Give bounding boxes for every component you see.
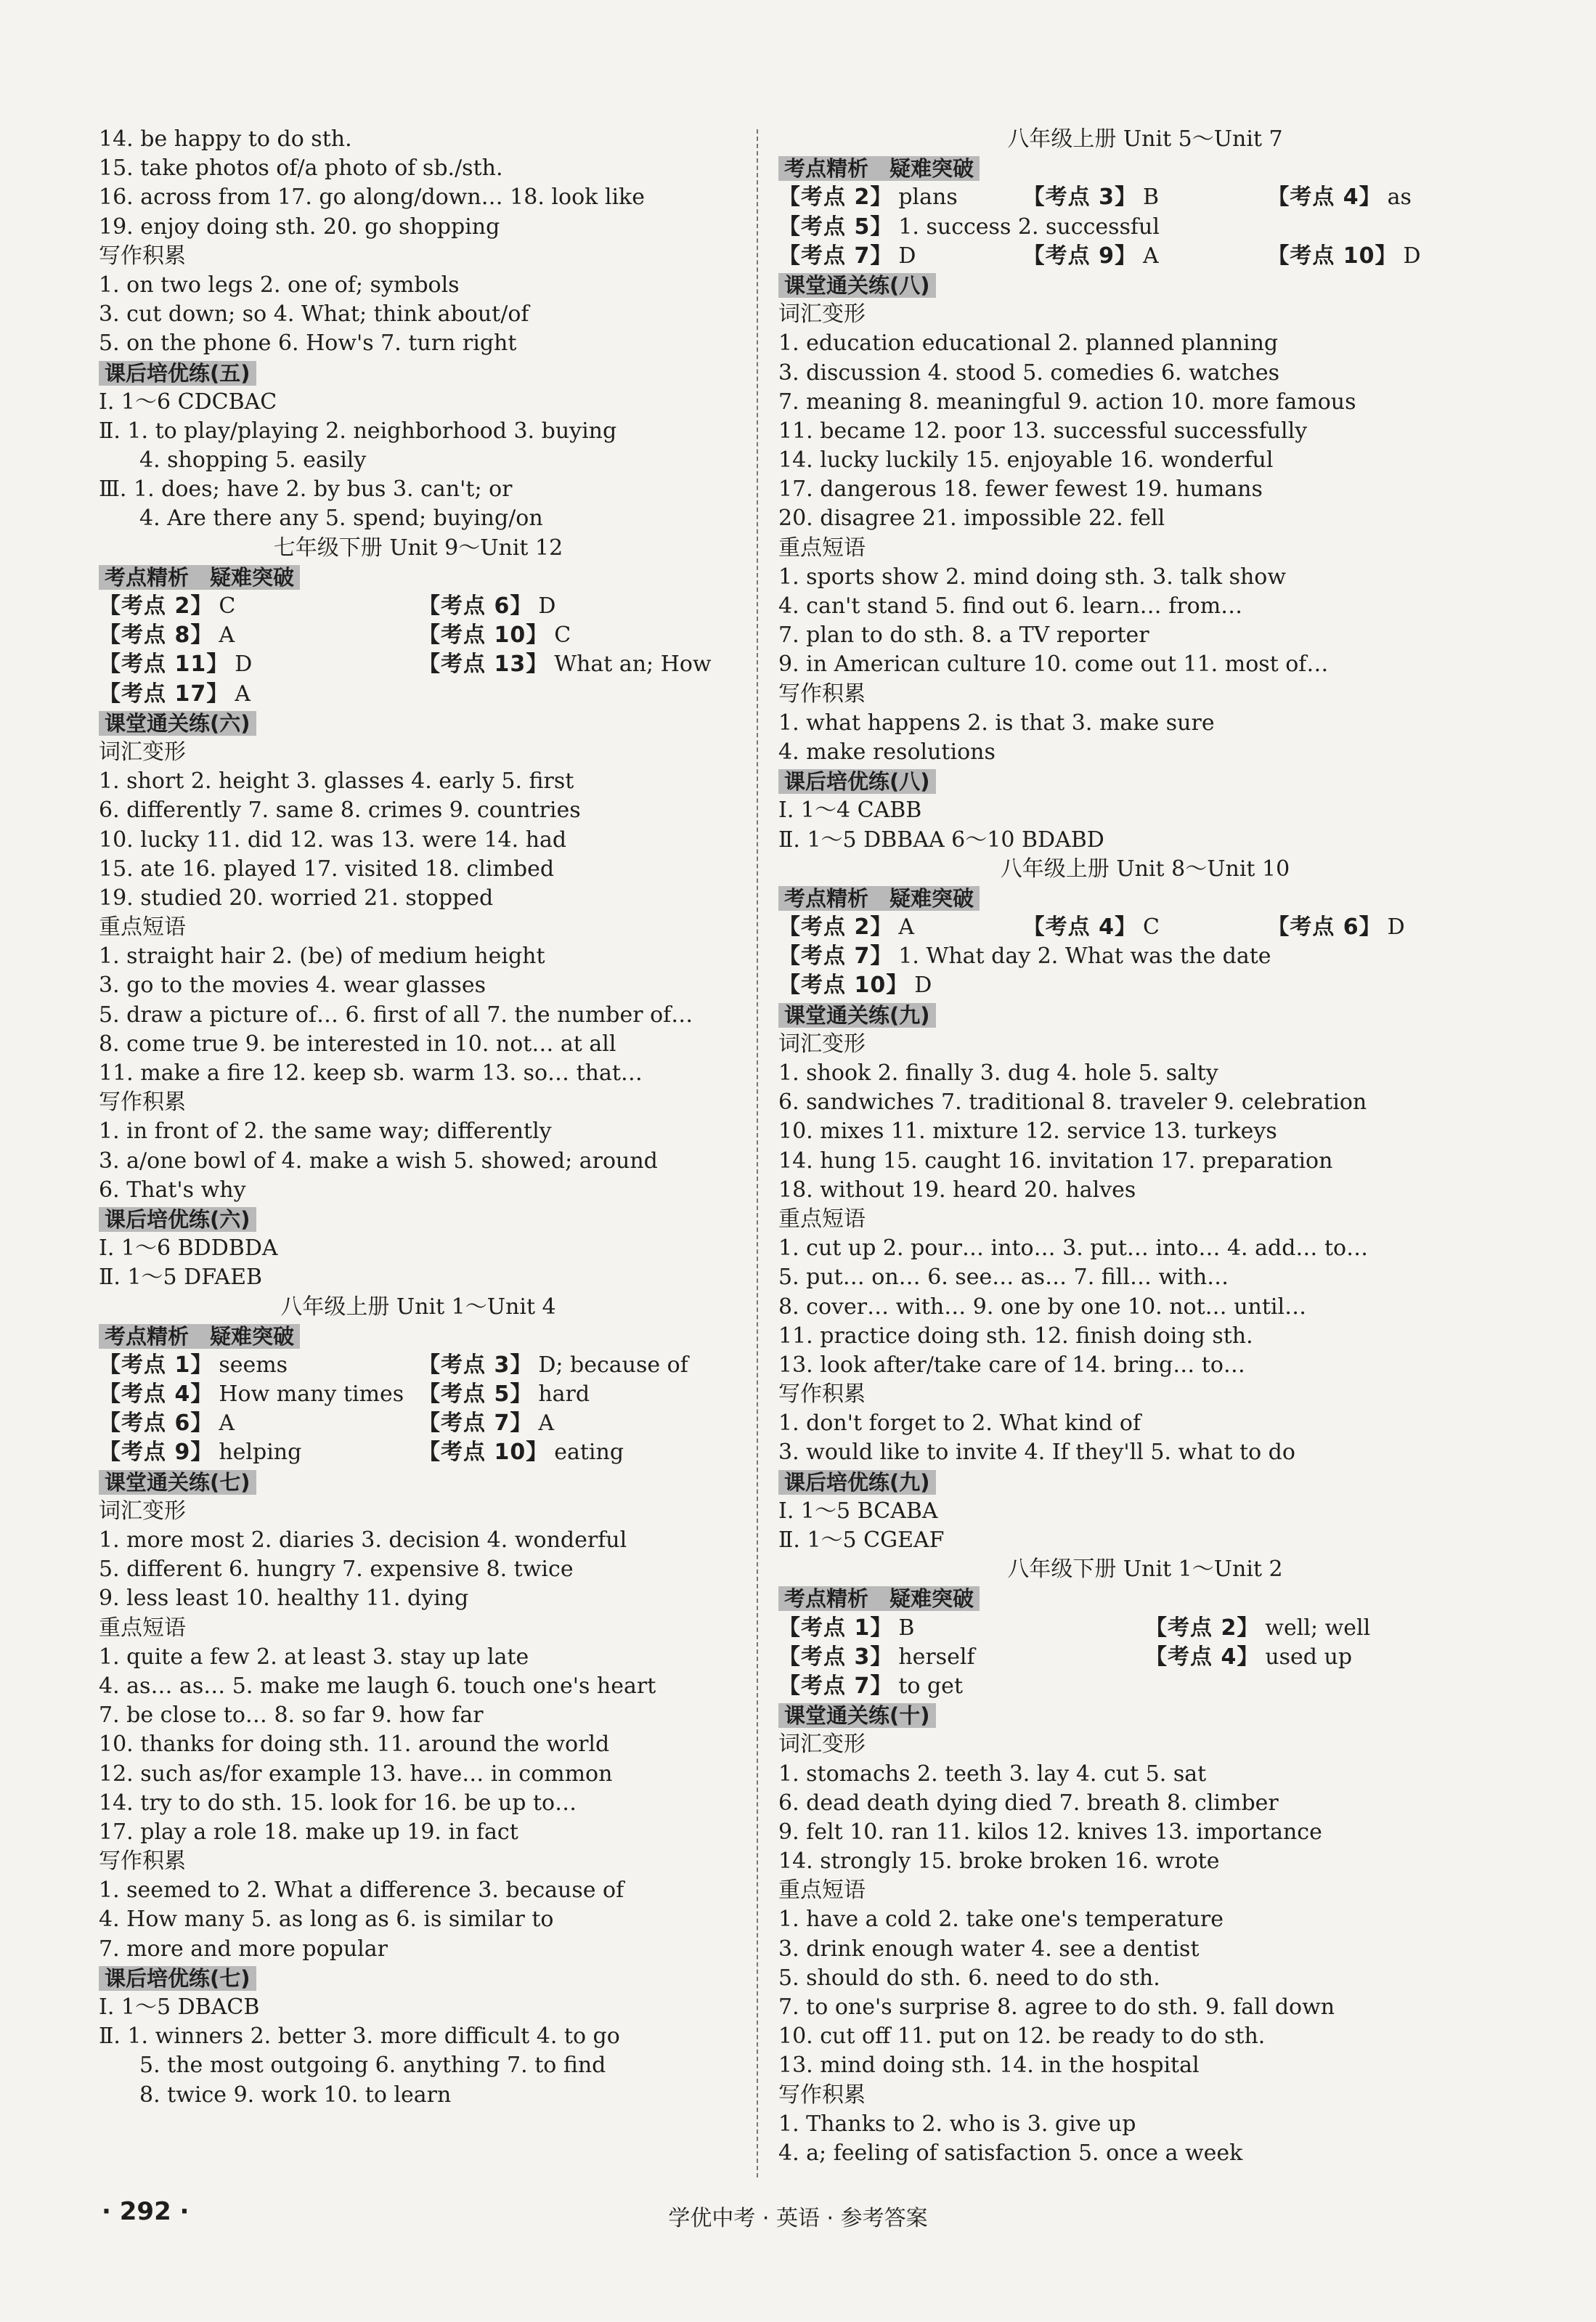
answer-line: 8. come true 9. be interested in 10. not… at all	[99, 1031, 616, 1057]
section-bar: 课堂通关练(七)	[99, 1468, 738, 1497]
answer-line: 7. be close to… 8. so far 9. how far	[99, 1702, 484, 1729]
answer-line: 5. should do sth. 6. need to do sth.	[778, 1965, 1160, 1991]
answer-line: 4. Are there any 5. spend; buying/on	[139, 506, 543, 532]
section-heading: 词汇变形	[99, 739, 186, 765]
unit-title: 七年级下册 Unit 9～Unit 12	[273, 535, 563, 561]
answer-line: Ⅰ. 1～6 CDCBAC	[99, 389, 277, 415]
kaodian-item: 【考点 9】 helping	[99, 1440, 302, 1466]
answer-line: 1. stomachs 2. teeth 3. lay 4. cut 5. sat	[778, 1761, 1207, 1787]
answer-line: 10. lucky 11. did 12. was 13. were 14. had	[99, 827, 567, 853]
answer-line: 1. sports show 2. mind doing sth. 3. talk show	[778, 564, 1287, 590]
page-footer	[0, 2197, 1596, 2241]
answer-line: 14. strongly 15. broke broken 16. wrote	[778, 1848, 1220, 1875]
kaodian-item: 【考点 7】 1. What day 2. What was the date	[778, 943, 1271, 970]
kaodian-item: 【考点 2】 plans	[778, 184, 958, 211]
answer-line: 11. became 12. poor 13. successful successfully	[778, 418, 1308, 444]
section-heading: 写作积累	[99, 243, 186, 269]
answer-line: 14. hung 15. caught 16. invitation 17. preparation	[778, 1148, 1333, 1174]
answer-line: 3. would like to invite 4. If they'll 5. what to do	[778, 1440, 1295, 1466]
answer-line: 15. take photos of/a photo of sb./sth.	[99, 155, 503, 182]
answer-line: 7. more and more popular	[99, 1936, 388, 1962]
answer-line: 10. mixes 11. mixture 12. service 13. turkeys	[778, 1119, 1277, 1145]
right-column	[778, 125, 1512, 2168]
kaodian-grid	[778, 913, 1512, 942]
answer-line: 9. in American culture 10. come out 11. most of…	[778, 651, 1329, 678]
answer-line: 5. put… on… 6. see… as… 7. fill… with…	[778, 1264, 1229, 1291]
answer-line: Ⅲ. 1. does; have 2. by bus 3. can't; or	[99, 476, 513, 503]
answer-line: 1. don't forget to 2. What kind of	[778, 1410, 1141, 1437]
left-top-lines	[99, 125, 738, 242]
answer-line: 17. dangerous 18. fewer fewest 19. humans	[778, 476, 1263, 503]
section-bar: 考点精析 疑难突破	[99, 1322, 738, 1351]
answer-line: 7. plan to do sth. 8. a TV reporter	[778, 622, 1149, 649]
answer-line: 5. on the phone 6. How's 7. turn right	[99, 330, 517, 357]
answer-line: 4. a; feeling of satisfaction 5. once a week	[778, 2140, 1243, 2166]
kaodian-item: 【考点 2】 C	[99, 593, 236, 619]
section-bar: 考点精析 疑难突破	[778, 884, 1512, 913]
kaodian-item: 【考点 6】 D	[1267, 914, 1405, 941]
answer-line: 6. differently 7. same 8. crimes 9. countries	[99, 797, 581, 824]
kaodian-item: 【考点 2】 well; well	[1145, 1615, 1371, 1641]
answer-line: Ⅰ. 1～4 CABB	[778, 797, 922, 824]
section-bar: 考点精析 疑难突破	[99, 563, 738, 592]
kaodian-item: 【考点 6】 A	[99, 1410, 235, 1437]
section-heading: 重点短语	[99, 914, 186, 941]
answer-line: 10. cut off 11. put on 12. be ready to do sth.	[778, 2023, 1266, 2050]
answer-line: 5. different 6. hungry 7. expensive 8. twice	[99, 1556, 574, 1583]
section-heading: 重点短语	[778, 1206, 866, 1232]
section-bar: 考点精析 疑难突破	[778, 1584, 1512, 1613]
answer-line: 15. ate 16. played 17. visited 18. climbed	[99, 856, 555, 882]
answer-line: 16. across from 17. go along/down… 18. look like	[99, 184, 645, 211]
kaodian-item: 【考点 10】 D	[778, 973, 932, 999]
answer-line: 17. play a role 18. make up 19. in fact	[99, 1819, 518, 1845]
section-heading: 写作积累	[778, 1381, 866, 1408]
kaodian-item: 【考点 2】 A	[778, 914, 914, 941]
answer-line: 4. as… as… 5. make me laugh 6. touch one's heart	[99, 1673, 656, 1699]
kaodian-item: 【考点 5】 hard	[418, 1381, 590, 1408]
section-heading: 重点短语	[99, 1615, 186, 1641]
answer-line: 3. discussion 4. stood 5. comedies 6. watches	[778, 360, 1280, 386]
answer-line: Ⅰ. 1～6 BDDBDA	[99, 1235, 278, 1262]
kaodian-item: 【考点 7】 D	[778, 243, 916, 269]
answer-line: 1. straight hair 2. (be) of medium height	[99, 943, 545, 970]
kaodian-item: 【考点 10】 eating	[418, 1440, 624, 1466]
answer-line: 8. cover… with… 9. one by one 10. not… until…	[778, 1294, 1307, 1320]
answer-line: 12. such as/for example 13. have… in common	[99, 1761, 613, 1787]
answer-line: 1. education educational 2. planned planning	[778, 330, 1279, 357]
answer-line: Ⅱ. 1. winners 2. better 3. more difficult 4. to go	[99, 2023, 620, 2050]
kaodian-item: 【考点 7】 to get	[778, 1673, 963, 1699]
section-bar: 课堂通关练(八)	[778, 271, 1512, 300]
answer-line: 1. in front of 2. the same way; differently	[99, 1119, 552, 1145]
answer-line: 10. thanks for doing sth. 11. around the world	[99, 1732, 610, 1758]
answer-line: 8. twice 9. work 10. to learn	[139, 2082, 452, 2108]
unit-title: 八年级上册 Unit 8～Unit 10	[1000, 856, 1290, 882]
answer-line: 1. have a cold 2. take one's temperature	[778, 1907, 1224, 1933]
kaodian-grid	[778, 242, 1512, 271]
kaodian-item: 【考点 4】 How many times	[99, 1381, 404, 1408]
kaodian-grid	[99, 592, 738, 709]
section-heading: 写作积累	[99, 1848, 186, 1875]
kaodian-item: 【考点 10】 C	[418, 622, 571, 649]
answer-line: Ⅰ. 1～5 DBACB	[99, 1994, 260, 2020]
answer-line: Ⅱ. 1. to play/playing 2. neighborhood 3. buying	[99, 418, 617, 444]
answer-line: 3. go to the movies 4. wear glasses	[99, 973, 486, 999]
answer-line: 1. more most 2. diaries 3. decision 4. wonderful	[99, 1527, 627, 1553]
kaodian-grid	[778, 1614, 1512, 1702]
section-bar: 课后培优练(六)	[99, 1205, 738, 1234]
answer-line: 1. quite a few 2. at least 3. stay up late	[99, 1644, 529, 1670]
kaodian-item: 【考点 13】 What an; How	[418, 651, 712, 678]
answer-line: 18. without 19. heard 20. halves	[778, 1177, 1136, 1203]
kaodian-item: 【考点 8】 A	[99, 622, 235, 649]
answer-line: 3. drink enough water 4. see a dentist	[778, 1936, 1200, 1962]
answer-line: 11. practice doing sth. 12. finish doing sth.	[778, 1323, 1253, 1349]
kaodian-item: 【考点 17】 A	[99, 681, 251, 707]
kaodian-item: 【考点 6】 D	[418, 593, 556, 619]
answer-line: 19. enjoy doing sth. 20. go shopping	[99, 214, 500, 240]
section-heading: 词汇变形	[778, 1031, 866, 1057]
section-bar: 课堂通关练(十)	[778, 1701, 1512, 1730]
answer-line: 6. sandwiches 7. traditional 8. traveler 9. celebration	[778, 1089, 1367, 1116]
left-column	[99, 125, 738, 2110]
kaodian-item: 【考点 1】 B	[778, 1615, 915, 1641]
answer-line: 1. Thanks to 2. who is 3. give up	[778, 2111, 1136, 2137]
answer-line: 14. be happy to do sth.	[99, 126, 352, 152]
section-bar: 课堂通关练(九)	[778, 1001, 1512, 1030]
kaodian-item: 【考点 4】 used up	[1145, 1644, 1353, 1670]
kaodian-item: 【考点 3】 D; because of	[418, 1352, 688, 1378]
kaodian-item: 【考点 10】 D	[1267, 243, 1421, 269]
answer-line: 1. short 2. height 3. glasses 4. early 5. first	[99, 768, 574, 795]
kaodian-grid	[99, 1351, 738, 1468]
answer-line: 1. cut up 2. pour… into… 3. put… into… 4. add… to…	[778, 1235, 1369, 1262]
answer-line: 5. draw a picture of… 6. first of all 7. the number of…	[99, 1002, 693, 1028]
answer-line: 19. studied 20. worried 21. stopped	[99, 885, 494, 911]
section-heading: 写作积累	[778, 2082, 866, 2108]
kaodian-item: 【考点 11】 D	[99, 651, 253, 678]
kaodian-item: 【考点 9】 A	[1022, 243, 1159, 269]
column-divider	[757, 129, 758, 2177]
section-bar: 课后培优练(七)	[99, 1964, 738, 1993]
answer-line: 4. shopping 5. easily	[139, 447, 367, 474]
answer-line: 3. a/one bowl of 4. make a wish 5. showed; around	[99, 1148, 658, 1174]
page-number: · 292 ·	[102, 2197, 190, 2226]
section-bar: 课堂通关练(六)	[99, 709, 738, 738]
answer-line: 9. felt 10. ran 11. kilos 12. knives 13. importance	[778, 1819, 1322, 1845]
kaodian-item: 【考点 5】 1. success 2. successful	[778, 214, 1160, 240]
unit-title: 八年级上册 Unit 1～Unit 4	[280, 1294, 556, 1320]
answer-line: 4. How many 5. as long as 6. is similar to	[99, 1907, 554, 1933]
answer-line: 6. That's why	[99, 1177, 246, 1203]
answer-line: 13. look after/take care of 14. bring… to…	[778, 1352, 1245, 1378]
answer-line: 13. mind doing sth. 14. in the hospital	[778, 2053, 1200, 2079]
answer-line: 4. make resolutions	[778, 739, 996, 765]
answer-line: 5. the most outgoing 6. anything 7. to find	[139, 2053, 606, 2079]
answer-line: 20. disagree 21. impossible 22. fell	[778, 506, 1165, 532]
answer-line: 3. cut down; so 4. What; think about/of	[99, 301, 529, 328]
answer-line: 9. less least 10. healthy 11. dying	[99, 1586, 469, 1612]
section-heading: 重点短语	[778, 1878, 866, 1904]
answer-line: 7. to one's surprise 8. agree to do sth. 9. fall down	[778, 1994, 1335, 2020]
kaodian-item: 【考点 3】 B	[1022, 184, 1160, 211]
section-heading: 词汇变形	[778, 1732, 866, 1758]
kaodian-item: 【考点 7】 A	[418, 1410, 554, 1437]
answer-line: Ⅱ. 1～5 DFAEB	[99, 1264, 263, 1291]
answer-line: 1. seemed to 2. What a difference 3. because of	[99, 1878, 624, 1904]
unit-title: 八年级上册 Unit 5～Unit 7	[1007, 126, 1283, 152]
answer-line: 1. what happens 2. is that 3. make sure	[778, 710, 1215, 736]
answer-line: 1. on two legs 2. one of; symbols	[99, 272, 460, 298]
kaodian-item: 【考点 3】 herself	[778, 1644, 975, 1670]
section-bar: 课后培优练(五)	[99, 359, 738, 388]
section-bar: 课后培优练(九)	[778, 1468, 1512, 1497]
kaodian-grid	[778, 183, 1512, 212]
answer-line: Ⅰ. 1～5 BCABA	[778, 1498, 938, 1524]
answer-line: 11. make a fire 12. keep sb. warm 13. so… that…	[99, 1060, 643, 1086]
answer-line: 6. dead death dying died 7. breath 8. climber	[778, 1790, 1279, 1816]
answer-line: 7. meaning 8. meaningful 9. action 10. more famous	[778, 389, 1356, 415]
footer-title: 学优中考 · 英语 · 参考答案	[668, 2206, 928, 2231]
answer-line: 4. can't stand 5. find out 6. learn… from…	[778, 593, 1243, 619]
kaodian-item: 【考点 4】 C	[1022, 914, 1160, 941]
answer-line: 14. lucky luckily 15. enjoyable 16. wonderful	[778, 447, 1274, 474]
section-bar: 考点精析 疑难突破	[778, 154, 1512, 183]
section-heading: 写作积累	[99, 1089, 186, 1116]
section-heading: 写作积累	[778, 681, 866, 707]
kaodian-item: 【考点 1】 seems	[99, 1352, 288, 1378]
section-heading: 词汇变形	[778, 301, 866, 328]
answer-line: 1. shook 2. finally 3. dug 4. hole 5. salty	[778, 1060, 1218, 1086]
section-bar: 课后培优练(八)	[778, 767, 1512, 796]
section-heading: 重点短语	[778, 535, 866, 561]
answer-line: 14. try to do sth. 15. look for 16. be up to…	[99, 1790, 577, 1816]
section-heading: 词汇变形	[99, 1498, 186, 1524]
kaodian-item: 【考点 4】 as	[1267, 184, 1412, 211]
unit-title: 八年级下册 Unit 1～Unit 2	[1007, 1556, 1283, 1583]
answer-line: Ⅱ. 1～5 DBBAA 6～10 BDABD	[778, 827, 1104, 853]
answer-line: Ⅱ. 1～5 CGEAF	[778, 1527, 945, 1553]
